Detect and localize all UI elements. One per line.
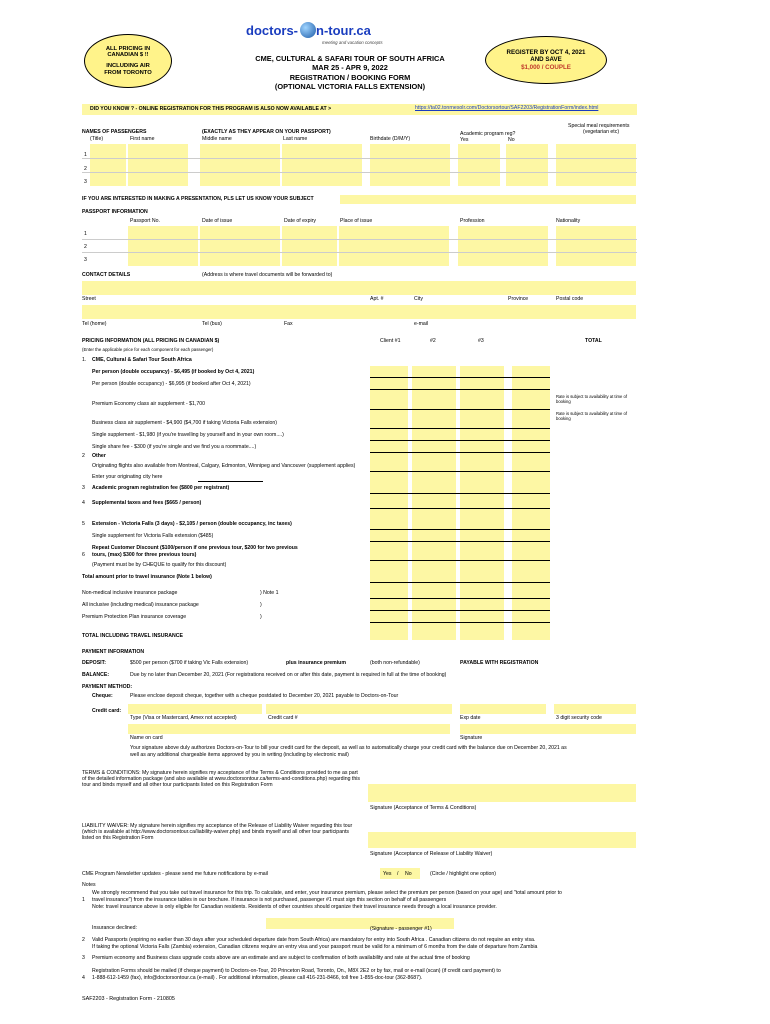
price-line: Premium Economy class air supplement - $1,700	[92, 401, 206, 407]
special-meal-label: Special meal requirements	[568, 123, 630, 129]
col-issue: Date of issue	[202, 218, 233, 224]
col-total: TOTAL	[585, 338, 602, 344]
row-divider	[82, 158, 637, 159]
contact-note: (Address is where travel documents will be forwarded to)	[202, 272, 333, 278]
academic-no-field[interactable]	[506, 144, 548, 186]
price-line: Single share fee - $300 (if you're single and we find you a roommate....)	[92, 444, 257, 450]
row-divider	[82, 252, 637, 253]
newsletter-text: CME Program Newsletter updates - please send me future notifications by e-mail	[82, 871, 268, 877]
presentation-field[interactable]	[340, 195, 636, 204]
contact-header: CONTACT DETAILS	[82, 272, 131, 278]
price-line: Business class air supplement - $4,900 ($4,700 if taking Victoria Falls extension)	[92, 420, 278, 426]
payment-header: PAYMENT INFORMATION	[82, 649, 145, 655]
insurance-note: ) Note 1	[260, 590, 279, 596]
col-title: (Title)	[90, 136, 104, 142]
newsletter-circle-note: (Circle / highlight one option)	[430, 871, 497, 877]
pricing-header: PRICING INFORMATION (ALL PRICING IN CANADIAN $)	[82, 338, 220, 344]
row-divider	[82, 239, 637, 240]
street-label: Street	[82, 296, 96, 302]
availability-note: Rate is subject to availability at time of booking	[556, 411, 627, 421]
note-line: travel insurance") from the insurance tables in our brochure. If insurance is not purchased, passenger #1 must sign this section on behalf of all passengers	[92, 897, 447, 903]
pricing-row-line	[370, 529, 550, 530]
issue-date-field[interactable]	[200, 226, 280, 266]
payable-text: PAYABLE WITH REGISTRATION	[460, 660, 539, 666]
note-number: 2	[82, 937, 85, 943]
section-title: Other	[92, 453, 106, 459]
cc-type-field[interactable]	[128, 704, 262, 714]
notes-header: Notes	[82, 882, 96, 888]
pricing-row-line	[370, 582, 550, 583]
cc-exp-field[interactable]	[460, 704, 546, 714]
row-number: 3	[84, 257, 87, 263]
footer-code: SAF2203 - Registration Form - 210805	[82, 996, 175, 1002]
insurance-note: )	[260, 614, 262, 620]
newsletter-no[interactable]: No	[405, 871, 412, 877]
col-last: Last name	[283, 136, 308, 142]
passport-note: (EXACTLY AS THEY APPEAR ON YOUR PASSPORT)	[202, 129, 331, 135]
oval-line: CANADIAN $ !!	[107, 52, 149, 59]
logo-text-right: n-tour.ca	[316, 23, 371, 38]
section-number: 5	[82, 521, 85, 527]
col-middle: Middle name	[202, 136, 232, 142]
note-number: 3	[82, 955, 85, 961]
authorization-text: Your signature above duly authorizes Doctors-on-Tour to bill your credit card for the deposit, as well as to automatically charge your credit card with the balance due on December 20, 2021 as	[130, 745, 567, 751]
page-title	[190, 54, 510, 91]
total-prior-label: Total amount prior to travel insurance (Note 1 below)	[82, 574, 212, 580]
middle-name-field[interactable]	[200, 144, 280, 186]
row-number: 2	[84, 166, 87, 172]
cc-label: Credit card:	[92, 708, 122, 714]
pricing-row-line	[370, 610, 550, 611]
col-client3: #3	[478, 338, 484, 344]
col-expiry: Date of expiry	[284, 218, 317, 224]
price-line: Per person (double occupancy) - $6,495 (if booked by Oct 4, 2021)	[92, 369, 255, 375]
col-nationality: Nationality	[556, 218, 581, 224]
pricing-row-line	[370, 560, 550, 561]
special-meal-sublabel: (vegetarian etc)	[583, 129, 620, 135]
price-line: Enter your originating city here	[92, 474, 163, 480]
title-line: (OPTIONAL VICTORIA FALLS EXTENSION)	[274, 81, 426, 91]
price-line: Single supplement for Victoria Falls extension ($485)	[92, 533, 214, 539]
title-line: CME, CULTURAL & SAFARI TOUR OF SOUTH AFRICA	[255, 54, 445, 63]
price-line: Repeat Customer Discount ($100/person if one previous tour, $200 for two previous	[92, 545, 298, 551]
liability-text: LIABILITY WAIVER: My signature herein signifies my acceptance of the Release of Liability Waiver regarding this tour (which is available at http://www.doctorsontour.ca/liability-waiver.php) and binds myself and all other tour participants listed on this Registration Form	[82, 823, 353, 841]
title-field[interactable]	[90, 144, 126, 186]
profession-field[interactable]	[458, 226, 548, 266]
first-name-field[interactable]	[128, 144, 188, 186]
row-divider	[82, 172, 637, 173]
col-place: Place of issue	[340, 218, 373, 224]
phone-row-field[interactable]	[82, 305, 636, 319]
email-label: e-mail	[414, 321, 429, 327]
price-line: Originating flights also available from Montreal, Calgary, Edmonton, Winnipeg and Vancouver (supplement applies)	[92, 463, 356, 469]
last-name-field[interactable]	[282, 144, 362, 186]
birthdate-field[interactable]	[370, 144, 450, 186]
oval-line: INCLUDING AIR	[106, 63, 150, 69]
passengers-header: NAMES OF PASSENGERS	[82, 129, 147, 135]
row-number: 1	[84, 152, 87, 158]
insurance-declined-sig: (Signature - passenger #1)	[370, 926, 432, 932]
cc-security-label: 3 digit security code	[556, 715, 602, 721]
academic-yes-field[interactable]	[458, 144, 500, 186]
col-client2: #2	[430, 338, 436, 344]
deposit-nonref: (both non-refundable)	[370, 660, 420, 666]
note-number: 4	[82, 975, 85, 981]
pricing-row-line	[370, 541, 550, 542]
section-title: Supplemental taxes and fees ($665 / person)	[92, 500, 202, 506]
col-first: First name	[130, 136, 155, 142]
apt-label: Apt. #	[370, 296, 384, 302]
liability-signature-field[interactable]	[368, 832, 636, 848]
note-line: Note: travel insurance above is only eligible for Canadian residents. Residents of other countries should organize their travel insurance needs through a local insurance provider.	[92, 904, 497, 910]
cc-number-label: Credit card #	[268, 715, 298, 721]
pricing-row-line	[370, 508, 550, 509]
title-line: MAR 25 - APR 9, 2022	[312, 63, 388, 73]
pricing-row-line	[370, 598, 550, 599]
cheque-label: Cheque:	[92, 693, 113, 699]
col-profession: Profession	[460, 218, 485, 224]
note-number: 1	[82, 897, 85, 903]
pricing-row-line	[370, 471, 550, 472]
col-no: No	[508, 137, 515, 143]
oval-price: $1,000 / COUPLE	[521, 63, 571, 71]
name-on-card-label: Name on card	[130, 735, 163, 741]
tel-home-label: Tel (home)	[82, 321, 107, 327]
section-number: 1.	[82, 357, 87, 363]
availability-note: Rate is subject to availability at time of booking	[556, 394, 627, 404]
pricing-row-line	[370, 428, 550, 429]
name-on-card-field[interactable]	[128, 724, 450, 734]
insurance-line: All inclusive (including medical) insurance package	[82, 602, 199, 608]
note-line: Valid Passports (expiring no earlier than 30 days after your scheduled departure date from South Africa) are mandatory for entry into South Africa . Canadian citizens do not require an entry visa.	[92, 937, 536, 943]
pricing-row-line	[370, 452, 550, 453]
cheque-text: Please enclose deposit cheque, together with a cheque postdated to December 20, 2021 payable to Doctors-on-Tour	[130, 693, 399, 699]
note-line: Registration Forms should be mailed (if cheque payment) to Doctors-on-Tour, 20 Princeton Road, Toronto, On., M8X 2E2 or by fax, mail or e-mail (scan) (if credit card payment) to	[92, 968, 501, 974]
province-label: Province	[508, 296, 529, 302]
pricing-row-line	[370, 493, 550, 494]
pricing-sub: (Enter the applicable price for each component for each passenger)	[82, 347, 214, 352]
section-number: 6	[82, 552, 85, 558]
passport-no-field[interactable]	[128, 226, 198, 266]
terms-text: TERMS & CONDITIONS: My signature herein signifies my acceptance of the Terms & Conditions provided to me as part of the detailed information package (and also available at www.doctorsontour.ca/terms-and-conditions.php) regarding this tour and binds myself and all other tour participants listed on this Registration Form	[82, 770, 360, 788]
deposit-plus: plus insurance premium	[286, 660, 346, 666]
balance-text: Due by no later than December 20, 2021 (For registrations received on or after this date, payment is required in full at the time of booking)	[130, 672, 447, 678]
pricing-row-line	[370, 440, 550, 441]
cc-signature-field[interactable]	[460, 724, 636, 734]
place-field[interactable]	[339, 226, 449, 266]
method-label: PAYMENT METHOD:	[82, 684, 133, 690]
city-label: City	[414, 296, 423, 302]
cc-type-label: Type (Visa or Mastercard, Amex not accepted)	[130, 715, 237, 721]
row-number: 1	[84, 231, 87, 237]
oval-line: AND SAVE	[530, 56, 562, 64]
newsletter-yes[interactable]: Yes	[383, 871, 392, 877]
row-number: 3	[84, 179, 87, 185]
oval-line: REGISTER BY OCT 4, 2021	[506, 49, 586, 57]
cc-security-field[interactable]	[554, 704, 636, 714]
note-line: Premium economy and Business class upgrade costs above are an estimate and are subject to confirmation of both availability and rate at the actual time of booking	[92, 955, 470, 961]
section-number: 4	[82, 500, 85, 506]
oval-line: ALL PRICING IN	[105, 45, 151, 52]
pricing-row-line	[370, 622, 550, 623]
signature-label: Signature	[460, 735, 483, 741]
terms-signature-field[interactable]	[368, 784, 636, 802]
col-yes: Yes	[460, 137, 469, 143]
postal-label: Postal code	[556, 296, 584, 302]
note-line: 1-888-612-1459 (fax), info@doctorsontour.ca (e-mail) . For additional information, please call 416-231-8466, toll free 1-855-doc-tour (362-8687).	[92, 975, 423, 981]
cc-number-field[interactable]	[266, 704, 452, 714]
note-line: We strongly recommend that you take out travel insurance for this trip. To calculate, and enter, your insurance premium, please select the premium per person (based on your age) and "total amount prior to	[92, 890, 562, 896]
insurance-line: Premium Protection Plan insurance coverage	[82, 614, 187, 620]
newsletter-slash: /	[397, 871, 399, 877]
presentation-note: IF YOU ARE INTERESTED IN MAKING A PRESENTATION, PLS LET US KNOW YOUR SUBJECT	[82, 196, 314, 202]
price-line: Per person (double occupancy) - $6,995 (if booked after Oct 4, 2021)	[92, 381, 251, 387]
section-number: 3	[82, 485, 85, 491]
section-title: Academic program registration fee ($800 per registrant)	[92, 485, 230, 491]
section-number: 2	[82, 453, 85, 459]
oval-line: FROM TORONTO	[104, 69, 152, 76]
pricing-row-line	[370, 389, 550, 390]
pricing-oval	[84, 34, 172, 88]
insurance-line: Non-medical inclusive insurance package	[82, 590, 178, 596]
passport-header: PASSPORT INFORMATION	[82, 209, 148, 215]
insurance-declined-label: Insurance declined:	[92, 925, 137, 931]
nationality-field[interactable]	[556, 226, 636, 266]
section-title: CME, Cultural & Safari Tour South Africa	[92, 357, 192, 363]
col-birthdate: Birthdate (D/M/Y)	[370, 136, 411, 142]
balance-label: BALANCE:	[82, 672, 110, 678]
online-registration-link[interactable]: https://ta02.tonrnesolr.com/Doctorsortour/SAF2203/RegistrationForm/index.html	[415, 105, 599, 111]
price-line: Single supplement - $1,980 (if you're travelling by yourself and in your own room....)	[92, 432, 284, 438]
price-line: (Payment must be by CHEQUE to qualify for this discount)	[92, 562, 227, 568]
deposit-text: $500 per person ($700 if taking Vic Falls extension)	[130, 660, 249, 666]
total-insurance-label: TOTAL INCLUDING TRAVEL INSURANCE	[82, 633, 183, 639]
expiry-date-field[interactable]	[282, 226, 337, 266]
globe-icon	[300, 22, 316, 38]
section-title: Extension - Victoria Falls (3 days) - $2,105 / person (double occupancy, inc taxes)	[92, 521, 292, 527]
pricing-row-line	[370, 377, 550, 378]
street-field[interactable]	[82, 281, 636, 295]
logo-text-left: doctors-	[246, 23, 298, 38]
liability-signature-label: Signature (Acceptance of Release of Liability Waiver)	[370, 851, 493, 857]
tel-bus-label: Tel (bus)	[202, 321, 222, 327]
academic-label: Academic program reg?	[460, 131, 516, 137]
special-meal-field[interactable]	[556, 144, 636, 186]
city-underline	[198, 481, 263, 482]
authorization-text: well as any additional chargeable items approved by you in writing (including by electronic mail)	[130, 752, 349, 758]
pricing-row-line	[370, 409, 550, 410]
row-number: 2	[84, 244, 87, 250]
price-line: tours, (max) $300 for three previous tours)	[92, 552, 197, 558]
title-line: REGISTRATION / BOOKING FORM	[289, 72, 411, 82]
did-you-know-text: DID YOU KNOW ? - ONLINE REGISTRATION FOR THIS PROGRAM IS ALSO NOW AVAILABLE AT >	[90, 106, 332, 112]
deposit-label: DEPOSIT:	[82, 660, 106, 666]
cc-exp-label: Exp date	[460, 715, 481, 721]
insurance-note: )	[260, 602, 262, 608]
terms-signature-label: Signature (Acceptance of Terms & Conditions)	[370, 805, 477, 811]
col-passport-no: Passport No.	[130, 218, 160, 224]
logo	[244, 22, 394, 50]
note-line: If taking the optional Victoria Falls (Zambia) extension, Canadian citizens require an entry visa and your passport must be valid for a minimum of 6 months from the date of departure from Zambia	[92, 944, 538, 950]
logo-tagline: meeting and vacation concepts	[322, 40, 383, 45]
fax-label: Fax	[284, 321, 293, 327]
col-client1: Client #1	[380, 338, 401, 344]
